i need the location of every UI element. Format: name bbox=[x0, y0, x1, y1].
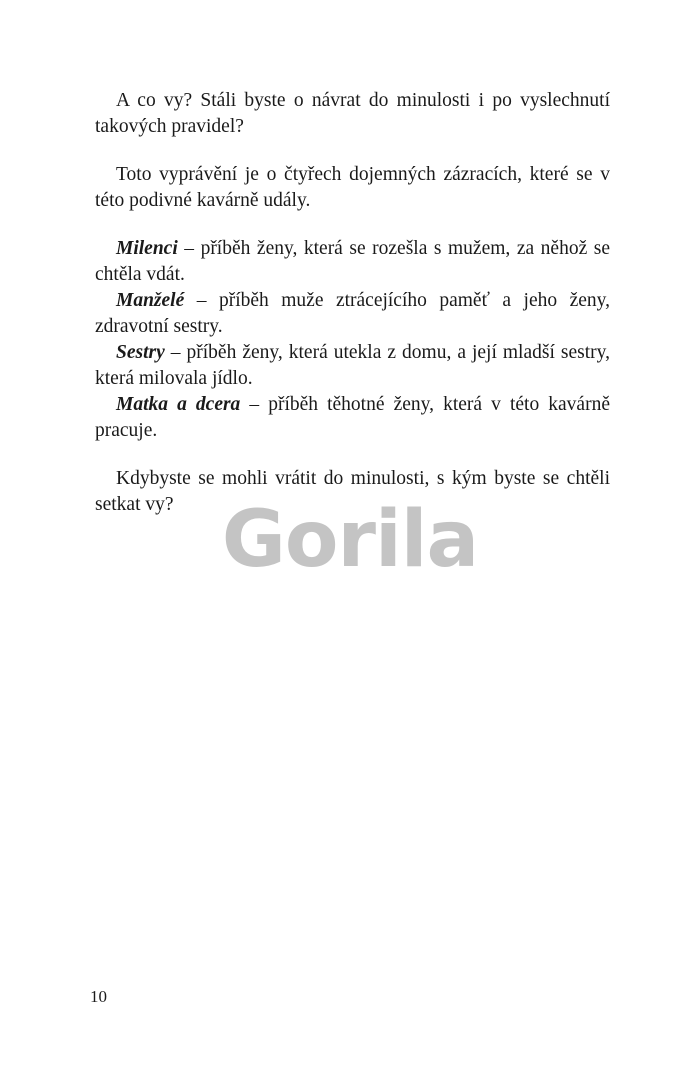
story-description: – příběh těhotné ženy, která v této kavárně pracuje. bbox=[95, 394, 610, 441]
description-paragraph bbox=[95, 162, 610, 214]
story-item bbox=[95, 340, 610, 392]
story-description: – příběh ženy, která se rozešla s mužem, za něhož se chtěla vdát. bbox=[95, 238, 610, 285]
intro-text: A co vy? Stáli byste o návrat do minulosti i po vyslechnutí takových pravidel? bbox=[95, 90, 610, 137]
story-description: – příběh ženy, která utekla z domu, a její mladší sestry, která milovala jídlo. bbox=[95, 342, 610, 389]
page-number: 10 bbox=[90, 987, 107, 1006]
story-term: Manželé bbox=[116, 290, 185, 311]
description-text: Toto vyprávění je o čtyřech dojemných zázracích, které se v této podivné kavárně udály. bbox=[95, 164, 610, 211]
story-item bbox=[95, 236, 610, 288]
publisher-watermark: Gorila bbox=[221, 495, 479, 585]
intro-paragraph bbox=[95, 88, 610, 140]
story-item bbox=[95, 392, 610, 444]
story-term: Matka a dcera bbox=[116, 394, 241, 415]
story-term: Milenci bbox=[116, 238, 178, 259]
story-item bbox=[95, 288, 610, 340]
story-term: Sestry bbox=[116, 342, 165, 363]
closing-text: Kdybyste se mohli vrátit do minulosti, s kým byste se chtěli setkat vy? bbox=[95, 468, 610, 515]
story-description: – příběh muže ztrácejícího paměť a jeho ženy, zdravotní sestry. bbox=[95, 290, 610, 337]
